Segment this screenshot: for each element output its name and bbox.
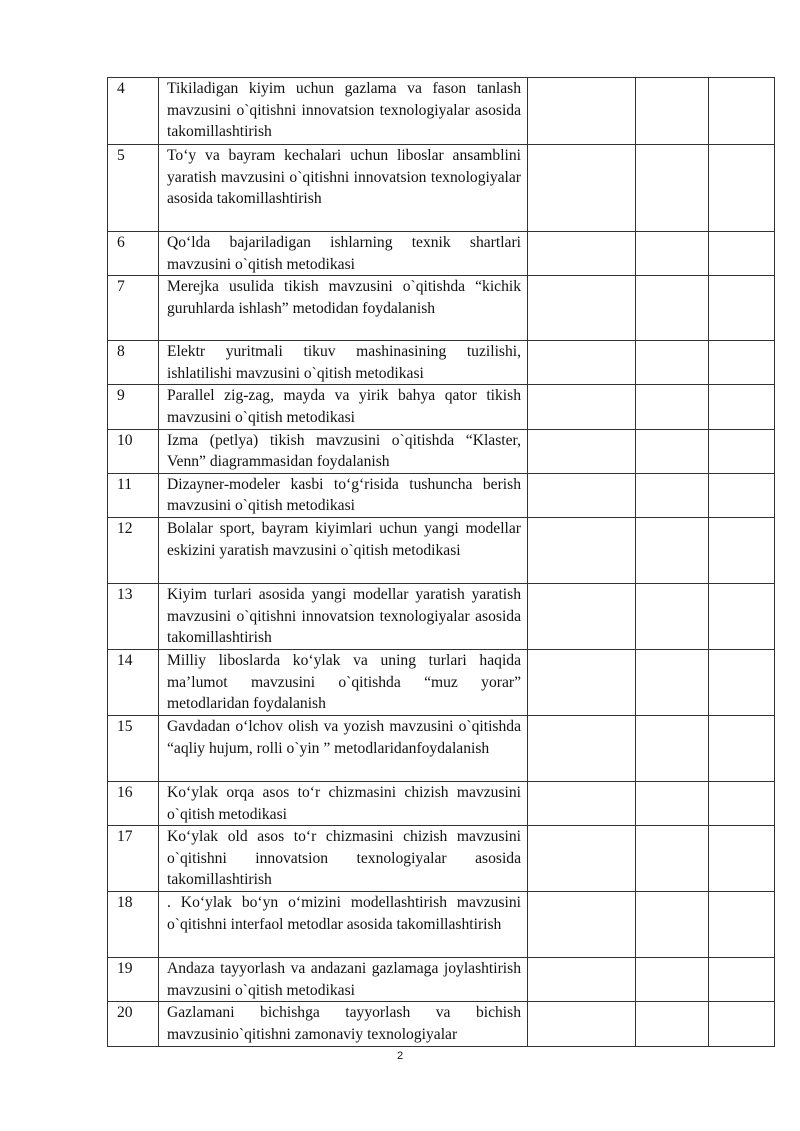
empty-cell (709, 473, 775, 517)
empty-cell (636, 781, 709, 825)
table-row (108, 958, 775, 1002)
topic-title: Qo‘lda bajariladigan ishlarning texnik shartlari mavzusini o`qitish metodikasi (159, 232, 528, 276)
empty-cell (636, 145, 709, 232)
topic-title: Merejka usulida tikish mavzusini o`qitishda “kichik guruhlarda ishlash” metodidan foydalanish (159, 276, 528, 341)
topic-title: Izma (petlya) tikish mavzusini o`qitishda “Klaster, Venn” diagrammasidan foydalanish (159, 429, 528, 473)
table-row (108, 649, 775, 715)
table-row (108, 517, 775, 583)
table-body (108, 78, 775, 1047)
topic-title: . Ko‘ylak bo‘yn o‘mizini modellashtirish mavzusini o`qitishni interfaol metodlar asosida takomillashtirish (159, 892, 528, 958)
empty-cell (528, 385, 636, 429)
empty-cell (709, 892, 775, 958)
table-row (108, 276, 775, 341)
row-number: 7 (108, 276, 159, 341)
empty-cell (528, 276, 636, 341)
empty-cell (528, 958, 636, 1002)
empty-cell (528, 826, 636, 892)
topic-title: Kiyim turlari asosida yangi modellar yaratish yaratish mavzusini o`qitishni innovatsion texnologiyalar asosida takomillashtirish (159, 583, 528, 649)
row-number: 11 (108, 473, 159, 517)
empty-cell (636, 341, 709, 385)
row-number: 17 (108, 826, 159, 892)
topic-title: Ko‘ylak old asos to‘r chizmasini chizish mavzusini o`qitishni innovatsion texnologiyalar asosida takomillashtirish (159, 826, 528, 892)
row-number: 15 (108, 715, 159, 781)
table-row (108, 473, 775, 517)
empty-cell (636, 892, 709, 958)
empty-cell (636, 715, 709, 781)
empty-cell (709, 145, 775, 232)
empty-cell (528, 232, 636, 276)
topic-title: Bolalar sport, bayram kiyimlari uchun yangi modellar eskizini yaratish mavzusini o`qitish metodikasi (159, 517, 528, 583)
empty-cell (528, 429, 636, 473)
row-number: 16 (108, 781, 159, 825)
empty-cell (636, 385, 709, 429)
empty-cell (636, 649, 709, 715)
table-row (108, 429, 775, 473)
topic-title: Ko‘ylak orqa asos to‘r chizmasini chizish mavzusini o`qitish metodikasi (159, 781, 528, 825)
row-number: 6 (108, 232, 159, 276)
topic-title: Gavdadan o‘lchov olish va yozish mavzusini o`qitishda “aqliy hujum, rolli o`yin ” metodlaridanfoydalanish (159, 715, 528, 781)
empty-cell (636, 826, 709, 892)
empty-cell (709, 341, 775, 385)
empty-cell (528, 781, 636, 825)
topic-title: Elektr yuritmali tikuv mashinasining tuzilishi, ishlatilishi mavzusini o`qitish metodikasi (159, 341, 528, 385)
empty-cell (528, 78, 636, 145)
table-row (108, 1002, 775, 1046)
row-number: 20 (108, 1002, 159, 1046)
empty-cell (709, 517, 775, 583)
empty-cell (528, 583, 636, 649)
empty-cell (528, 649, 636, 715)
table-row (108, 232, 775, 276)
empty-cell (528, 1002, 636, 1046)
empty-cell (709, 78, 775, 145)
empty-cell (636, 232, 709, 276)
row-number: 8 (108, 341, 159, 385)
topic-title: Gazlamani bichishga tayyorlash va bichish mavzusinio`qitishni zamonaviy texnologiyalar (159, 1002, 528, 1046)
table-row (108, 715, 775, 781)
empty-cell (636, 958, 709, 1002)
empty-cell (709, 583, 775, 649)
empty-cell (709, 781, 775, 825)
topic-title: Andaza tayyorlash va andazani gazlamaga joylashtirish mavzusini o`qitish metodikasi (159, 958, 528, 1002)
empty-cell (709, 385, 775, 429)
empty-cell (709, 276, 775, 341)
empty-cell (709, 715, 775, 781)
table-row (108, 781, 775, 825)
page-number: 2 (396, 1050, 404, 1062)
empty-cell (636, 583, 709, 649)
empty-cell (709, 232, 775, 276)
table-row (108, 385, 775, 429)
empty-cell (636, 429, 709, 473)
empty-cell (636, 1002, 709, 1046)
table-row (108, 78, 775, 145)
empty-cell (709, 1002, 775, 1046)
topics-table (107, 77, 775, 1047)
table-row (108, 826, 775, 892)
row-number: 10 (108, 429, 159, 473)
empty-cell (636, 473, 709, 517)
empty-cell (709, 649, 775, 715)
table-row (108, 145, 775, 232)
row-number: 14 (108, 649, 159, 715)
row-number: 19 (108, 958, 159, 1002)
empty-cell (709, 826, 775, 892)
table-row (108, 892, 775, 958)
empty-cell (528, 892, 636, 958)
table-row (108, 583, 775, 649)
empty-cell (528, 341, 636, 385)
empty-cell (709, 429, 775, 473)
row-number: 5 (108, 145, 159, 232)
topic-title: To‘y va bayram kechalari uchun liboslar ansamblini yaratish mavzusini o`qitishni innovatsion texnologiyalar asosida takomillashtirish (159, 145, 528, 232)
empty-cell (636, 276, 709, 341)
empty-cell (528, 517, 636, 583)
table-row (108, 341, 775, 385)
topic-title: Milliy liboslarda ko‘ylak va uning turlari haqida ma’lumot mavzusini o`qitishda “muz yorar” metodlaridan foydalanish (159, 649, 528, 715)
empty-cell (709, 958, 775, 1002)
empty-cell (528, 145, 636, 232)
row-number: 4 (108, 78, 159, 145)
row-number: 12 (108, 517, 159, 583)
empty-cell (636, 78, 709, 145)
empty-cell (528, 473, 636, 517)
empty-cell (636, 517, 709, 583)
topic-title: Tikiladigan kiyim uchun gazlama va fason tanlash mavzusini o`qitishni innovatsion texnologiyalar asosida takomillashtirish (159, 78, 528, 145)
row-number: 13 (108, 583, 159, 649)
topic-title: Parallel zig-zag, mayda va yirik bahya qator tikish mavzusini o`qitish metodikasi (159, 385, 528, 429)
row-number: 18 (108, 892, 159, 958)
topic-title: Dizayner-modeler kasbi to‘g‘risida tushuncha berish mavzusini o`qitish metodikasi (159, 473, 528, 517)
row-number: 9 (108, 385, 159, 429)
empty-cell (528, 715, 636, 781)
